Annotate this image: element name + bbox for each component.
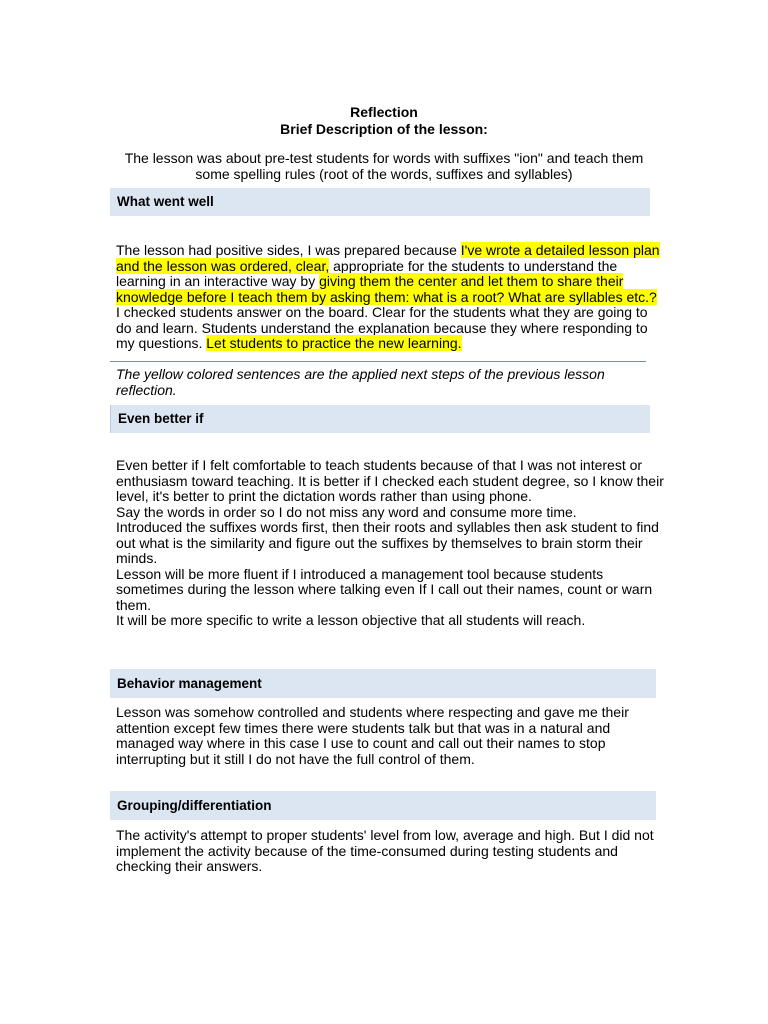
highlighted-segment: Let students to practice the new learning.	[206, 335, 462, 351]
section-divider	[110, 361, 646, 362]
behavior-paragraph: Lesson was somehow controlled and students where respecting and gave me their attention except few times there were students talk but that was in a natural and managed way where in this case I use to count and call out their names to stop interrupting but it still I do not have the full control of them.	[116, 704, 629, 767]
went-well-segment: appropriate for the students to understand the learning in an interactive way by	[116, 257, 618, 289]
section-heading-even-better-if: Even better if	[110, 405, 650, 433]
even-better-line: Lesson will be more fluent if I introduced a management tool because students sometimes during the lesson where talking even If I call out their names, count or warn them.	[116, 565, 653, 613]
highlighted-segment: I've wrote a detailed lesson plan and the lesson was ordered, clear,	[116, 242, 660, 274]
even-better-line: Introduced the suffixes words first, then their roots and syllables then ask student to find out what is the similarity and figure out the suffixes by themselves to brain storm their minds.	[116, 519, 659, 566]
section-heading-grouping-differentiation: Grouping/differentiation	[110, 791, 656, 820]
section-heading-behavior-management: Behavior management	[110, 669, 656, 698]
even-better-line: Say the words in order so I do not miss any word and consume more time.	[116, 503, 577, 520]
highlighted-segment: giving them the center and let them to share their knowledge before I teach them by asking them: what is a root? What are syllables etc.?	[116, 273, 657, 305]
document-title: Reflection	[350, 104, 418, 120]
even-better-line: It will be more specific to write a lesson objective that all students will reach.	[116, 612, 586, 628]
even-better-paragraph	[116, 458, 664, 629]
section-heading-what-went-well: What went well	[110, 188, 650, 216]
document-subtitle: Brief Description of the lesson:	[280, 121, 488, 137]
went-well-segment: I checked students answer on the board. Clear for the students what they are going to do and learn. Students understand the explanation because they where responding to my questions.	[116, 304, 648, 351]
even-better-line: Even better if I felt comfortable to teach students because of that I was not interest or enthusiasm toward teaching. It is better if I checked each student degree, so I know their level, it's better to print the dictation words rather than using phone.	[116, 457, 664, 504]
went-well-paragraph	[116, 243, 664, 352]
grouping-paragraph: The activity's attempt to proper students' level from low, average and high. But I did not implement the activity because of the time-consumed during testing students and checking their answers.	[116, 827, 654, 874]
went-well-text	[116, 243, 664, 352]
went-well-segment: The lesson had positive sides, I was prepared because	[116, 242, 461, 258]
highlight-note: The yellow colored sentences are the applied next steps of the previous lesson reflection.	[116, 366, 605, 398]
lesson-description: The lesson was about pre-test students for words with suffixes "ion" and teach them some spelling rules (root of the words, suffixes and syllables)	[124, 150, 644, 182]
